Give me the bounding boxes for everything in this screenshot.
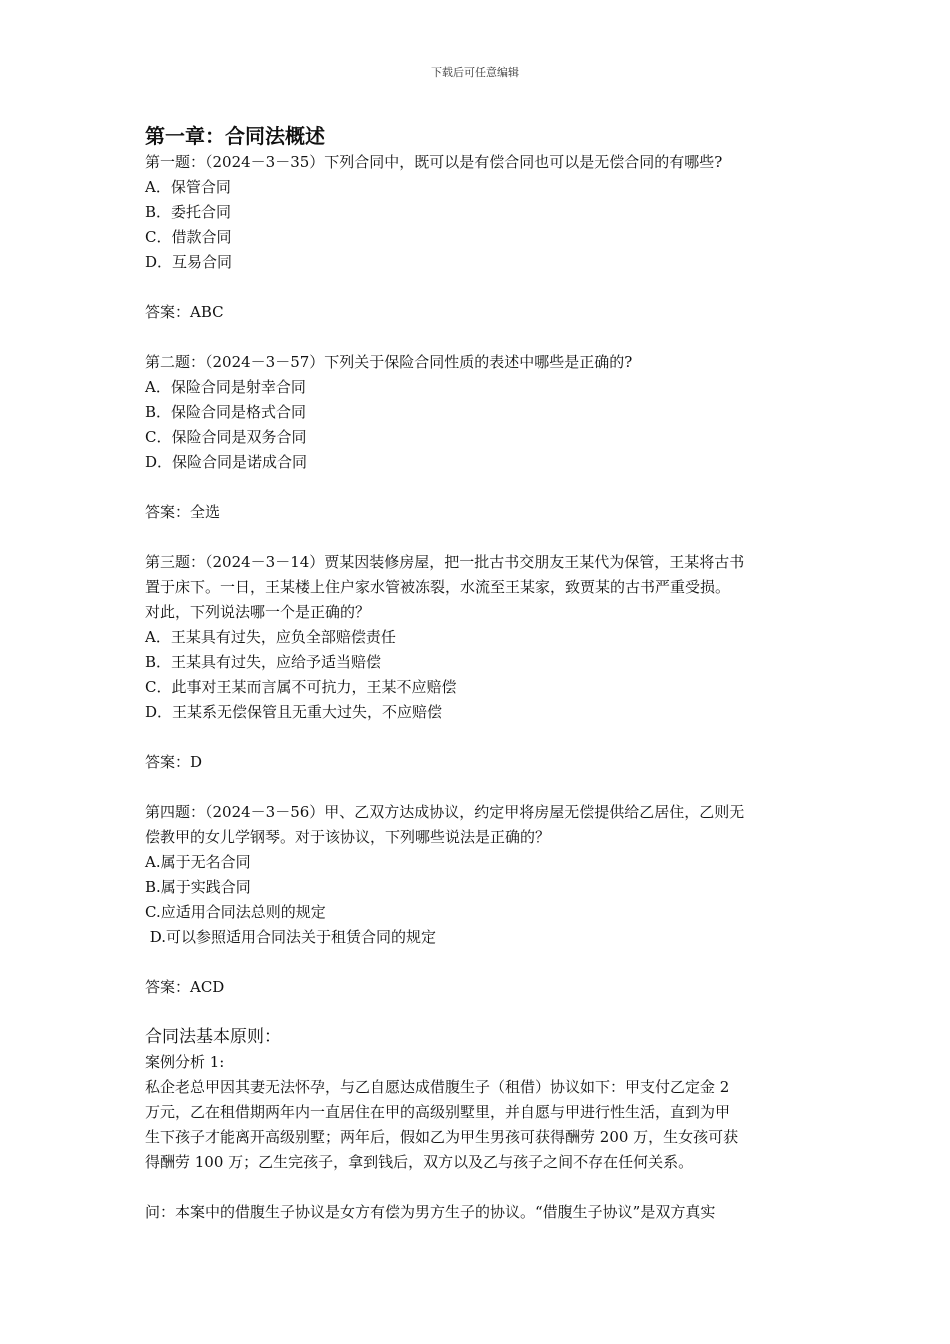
spacer xyxy=(145,950,810,975)
case-label: 案例分析 1: xyxy=(145,1053,225,1071)
question-4-answer: 答案：ACD xyxy=(145,978,225,996)
question-2-option-d: D．保险合同是诺成合同 xyxy=(145,453,308,471)
spacer xyxy=(145,775,810,800)
question-4-option-b: B.属于实践合同 xyxy=(145,878,251,896)
case-text-line: 私企老总甲因其妻无法怀孕，与乙自愿达成借腹生子（租借）协议如下：甲支付乙定金 2 xyxy=(145,1078,730,1096)
question-4-option-c: C.应适用合同法总则的规定 xyxy=(145,903,326,921)
spacer xyxy=(145,1175,810,1200)
question-3-option-a: A．王某具有过失，应负全部赔偿责任 xyxy=(145,628,396,646)
question-4-option-a: A.属于无名合同 xyxy=(145,853,251,871)
case-text-line: 得酬劳 100 万；乙生完孩子，拿到钱后，双方以及乙与孩子之间不存在任何关系。 xyxy=(145,1153,694,1171)
question-1-option-a: A．保管合同 xyxy=(145,178,231,196)
question-3-stem-line: 置于床下。一日，王某楼上住户家水管被冻裂，水流至王某家，致贾某的古书严重受损。 xyxy=(145,578,731,596)
question-3-answer: 答案：D xyxy=(145,753,203,771)
question-3-option-c: C．此事对王某而言属不可抗力，王某不应赔偿 xyxy=(145,678,457,696)
question-2-option-a: A．保险合同是射幸合同 xyxy=(145,378,306,396)
spacer xyxy=(145,475,810,500)
question-1-option-b: B．委托合同 xyxy=(145,203,232,221)
question-1-option-d: D．互易合同 xyxy=(145,253,233,271)
question-3-stem-line: 第三题：（2024－3－14）贾某因装修房屋，把一批古书交朋友王某代为保管，王某将古书 xyxy=(145,553,745,571)
question-4-option-d: D.可以参照适用合同法关于租赁合同的规定 xyxy=(145,928,437,946)
section-title: 合同法基本原则： xyxy=(145,1027,281,1047)
chapter-title: 第一章：合同法概述 xyxy=(145,124,325,148)
question-2-answer: 答案：全选 xyxy=(145,503,221,521)
document-body xyxy=(145,122,810,1225)
question-2-option-b: B．保险合同是格式合同 xyxy=(145,403,307,421)
question-4-stem-line: 第四题：（2024－3－56）甲、乙双方达成协议，约定甲将房屋无偿提供给乙居住，乙则无 xyxy=(145,803,745,821)
case-text-line: 万元，乙在租借期两年内一直居住在甲的高级别墅里，并自愿与甲进行性生活，直到为甲 xyxy=(145,1103,731,1121)
case-text-line: 生下孩子才能离开高级别墅；两年后，假如乙为甲生男孩可获得酬劳 200 万，生女孩可获 xyxy=(145,1128,739,1146)
question-3-option-d: D．王某系无偿保管且无重大过失，不应赔偿 xyxy=(145,703,443,721)
question-4-stem-line: 偿教甲的女儿学钢琴。对于该协议，下列哪些说法是正确的？ xyxy=(145,828,551,846)
question-2-stem: 第二题：（2024－3－57）下列关于保险合同性质的表述中哪些是正确的? xyxy=(145,353,633,371)
question-1-option-c: C．借款合同 xyxy=(145,228,232,246)
spacer xyxy=(145,725,810,750)
header-note: 下载后可任意编辑 xyxy=(431,66,519,79)
question-2-option-c: C．保险合同是双务合同 xyxy=(145,428,307,446)
question-1-answer: 答案：ABC xyxy=(145,303,224,321)
spacer xyxy=(145,525,810,550)
question-3-option-b: B．王某具有过失，应给予适当赔偿 xyxy=(145,653,382,671)
question-1-stem: 第一题：（2024－3－35）下列合同中，既可以是有偿合同也可以是无偿合同的有哪些? xyxy=(145,153,723,171)
spacer xyxy=(145,325,810,350)
spacer xyxy=(145,275,810,300)
question-3-stem-line: 对此，下列说法哪一个是正确的？ xyxy=(145,603,371,621)
spacer xyxy=(145,1000,810,1025)
case-question-line: 问：本案中的借腹生子协议是女方有偿为男方生子的协议。“借腹生子协议”是双方真实 xyxy=(145,1203,716,1221)
